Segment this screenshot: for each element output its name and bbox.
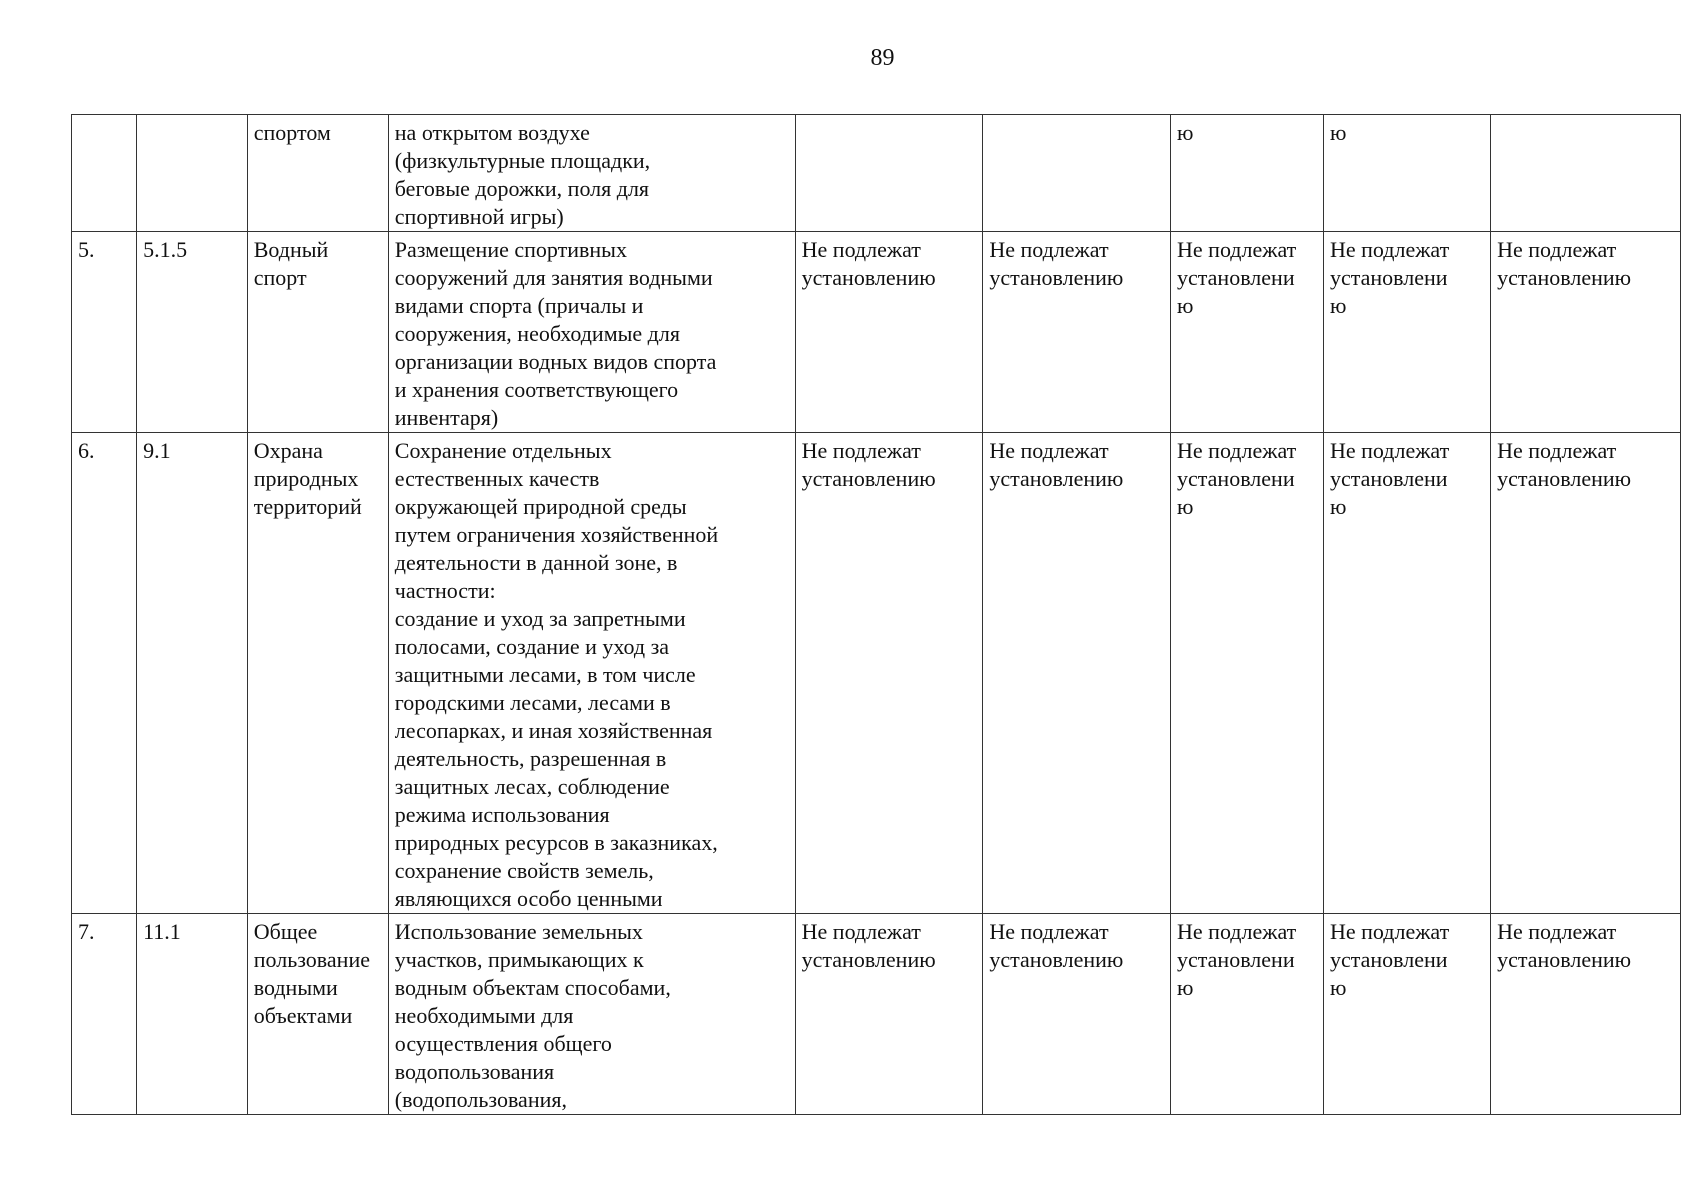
cell-row-number [72, 115, 137, 232]
cell-param-a [795, 115, 983, 232]
cell-param-c: ю [1171, 115, 1324, 232]
cell-param-d: ю [1323, 115, 1490, 232]
cell-param-d: Не подлежат установлени ю [1323, 433, 1490, 914]
cell-param-e: Не подлежат установлению [1491, 914, 1681, 1115]
cell-use-name: Охрана природных территорий [247, 433, 388, 914]
table-row [72, 433, 1681, 914]
cell-use-description: на открытом воздухе (физкультурные площадки, беговые дорожки, поля для спортивной игры) [388, 115, 795, 232]
cell-use-name: Общее пользование водными объектами [247, 914, 388, 1115]
cell-param-c: Не подлежат установлени ю [1171, 914, 1324, 1115]
cell-param-b: Не подлежат установлению [983, 232, 1171, 433]
cell-use-code: 5.1.5 [137, 232, 248, 433]
cell-param-b [983, 115, 1171, 232]
cell-use-code: 9.1 [137, 433, 248, 914]
cell-row-number: 7. [72, 914, 137, 1115]
cell-param-c: Не подлежат установлени ю [1171, 433, 1324, 914]
table-row [72, 115, 1681, 232]
cell-row-number: 6. [72, 433, 137, 914]
cell-param-e: Не подлежат установлению [1491, 433, 1681, 914]
cell-param-a: Не подлежат установлению [795, 914, 983, 1115]
table-row [72, 914, 1681, 1115]
cell-param-e: Не подлежат установлению [1491, 232, 1681, 433]
cell-use-code: 11.1 [137, 914, 248, 1115]
cell-use-description: Размещение спортивных сооружений для занятия водными видами спорта (причалы и сооружения, необходимые для организации водных видов спорта и хранения соответствующего инвентаря) [388, 232, 795, 433]
cell-param-a: Не подлежат установлению [795, 433, 983, 914]
cell-use-description: Использование земельных участков, примыкающих к водным объектам способами, необходимыми для осуществления общего водопользования (водопользования, [388, 914, 795, 1115]
cell-param-d: Не подлежат установлени ю [1323, 232, 1490, 433]
cell-use-description: Сохранение отдельных естественных качеств окружающей природной среды путем ограничения хозяйственной деятельности в данной зоне, в частности: создание и уход за запретными полосами, создание и уход за защитными лесами, в том числе городскими лесами, лесами в лесопарках, и иная хозяйственная деятельность, разрешенная в защитных лесах, соблюдение режима использования природных ресурсов в заказниках, сохранение свойств земель, являющихся особо ценными [388, 433, 795, 914]
cell-use-name: спортом [247, 115, 388, 232]
page-number: 89 [870, 45, 895, 71]
table-row [72, 232, 1681, 433]
cell-param-d: Не подлежат установлени ю [1323, 914, 1490, 1115]
cell-param-e [1491, 115, 1681, 232]
cell-param-b: Не подлежат установлению [983, 433, 1171, 914]
cell-param-a: Не подлежат установлению [795, 232, 983, 433]
cell-row-number: 5. [72, 232, 137, 433]
zoning-table [71, 114, 1681, 1115]
cell-param-c: Не подлежат установлени ю [1171, 232, 1324, 433]
cell-use-code [137, 115, 248, 232]
cell-use-name: Водный спорт [247, 232, 388, 433]
cell-param-b: Не подлежат установлению [983, 914, 1171, 1115]
